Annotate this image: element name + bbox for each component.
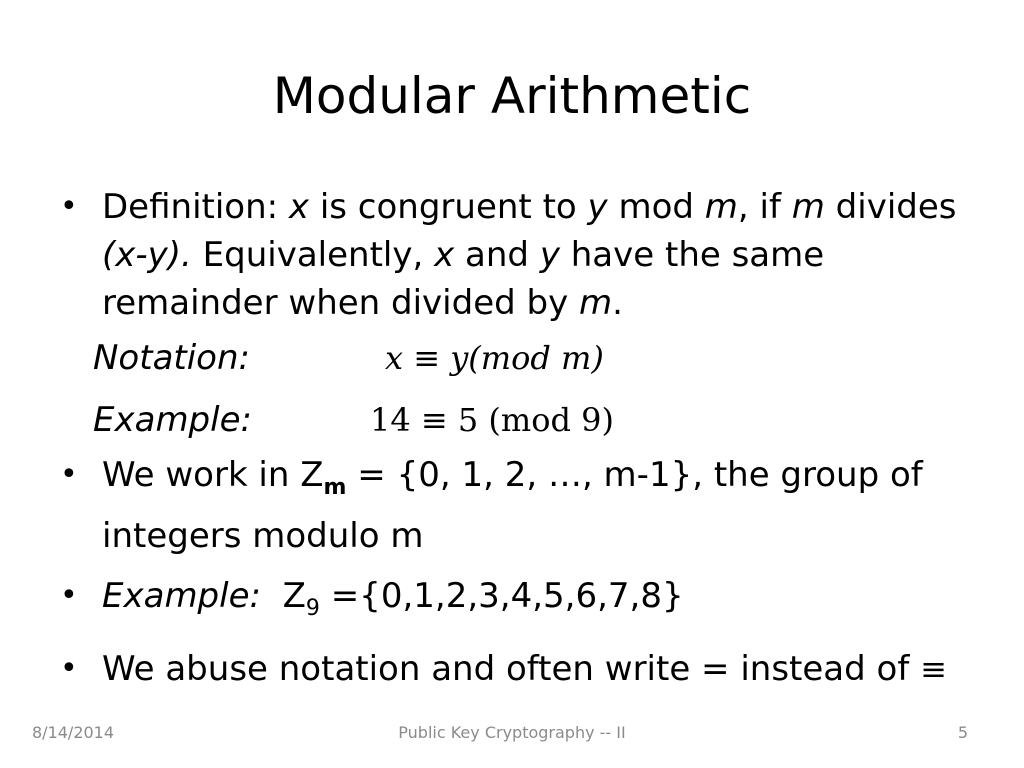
definition-part: Definition:	[102, 187, 289, 227]
definition-part: , if	[737, 187, 792, 227]
bullet2-after: = {0, 1, 2, …, m-1}, the group of integers modulo m	[102, 455, 923, 556]
bullet-abuse-notation	[60, 645, 960, 693]
example-label: Example:	[93, 400, 252, 440]
bullet3-z: Z	[282, 576, 306, 616]
example-formula: 14 ≡ 5 (mod 9)	[370, 401, 614, 439]
definition-part: x	[288, 187, 310, 227]
definition-part: .	[612, 283, 623, 323]
notation-formula: x ≡ y(mod m)	[385, 339, 604, 377]
bullet-icon: •	[60, 651, 78, 686]
bullet-icon: •	[60, 457, 78, 492]
notation-label: Notation:	[93, 338, 250, 378]
example-row	[60, 389, 960, 451]
notation-row	[60, 327, 960, 389]
bullet-example-z9	[60, 572, 960, 633]
definition-part: mod	[607, 187, 705, 227]
slide-title: Modular Arithmetic	[272, 67, 752, 125]
bullet3-subscript: 9	[305, 596, 320, 621]
footer-date: 8/14/2014	[32, 723, 115, 742]
slide-body	[60, 183, 960, 693]
definition-part: Equivalently,	[191, 235, 435, 275]
bullet4-text: We abuse notation and often write = instead of	[102, 649, 921, 689]
footer-title: Public Key Cryptography -- II	[398, 723, 626, 742]
bullet-work-in-zm	[60, 451, 960, 560]
definition-part: m	[791, 187, 825, 227]
definition-part: have the same remainder when divided by	[102, 235, 825, 323]
equiv-symbol: ≡	[920, 650, 947, 688]
definition-part: is congruent to	[309, 187, 588, 227]
definition-part: m	[579, 283, 613, 323]
definition-part: divides	[824, 187, 957, 227]
definition-text	[102, 187, 956, 323]
bullet3-label: Example:	[102, 576, 261, 616]
definition-part: x	[434, 235, 455, 275]
bullet2-subscript: m	[323, 475, 347, 500]
definition-part: m	[704, 187, 738, 227]
bullet-definition	[60, 183, 960, 327]
bullet3-rest: ={0,1,2,3,4,5,6,7,8}	[319, 576, 684, 616]
bullet-icon: •	[60, 578, 78, 613]
bullet2-before: We work in Z	[102, 455, 324, 495]
definition-part: and	[454, 235, 540, 275]
footer-page-number: 5	[957, 723, 968, 742]
definition-part: y	[539, 235, 560, 275]
bullet-icon: •	[60, 189, 78, 224]
definition-part: (x-y).	[102, 235, 192, 275]
definition-part: y	[587, 187, 608, 227]
